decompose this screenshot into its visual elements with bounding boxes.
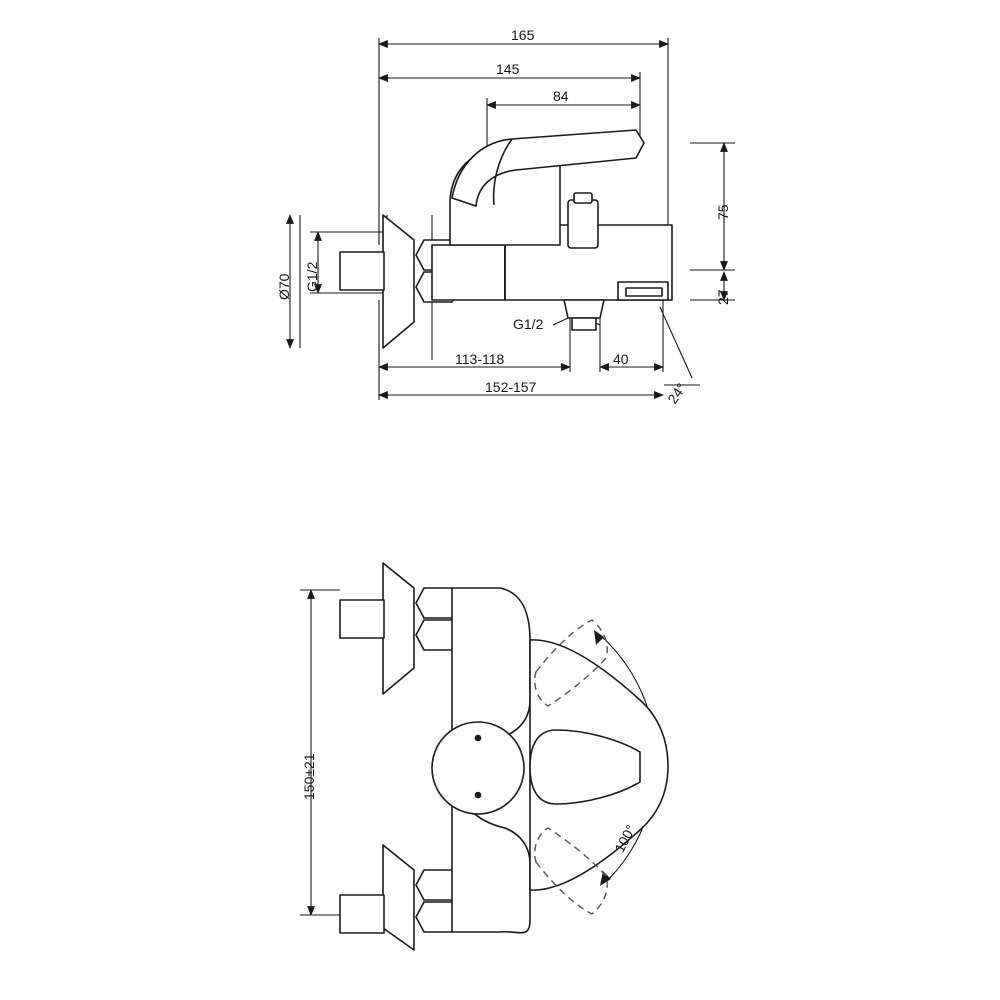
dim-inlet-centres: 150±21 (301, 753, 317, 800)
dim-body-height: 75 (715, 204, 731, 220)
plan-view-geometry (340, 563, 668, 950)
dim-flange-diameter: Ø70 (276, 273, 292, 300)
dim-base-total: 152-157 (485, 379, 537, 395)
dim-spout-segment: 40 (613, 351, 629, 367)
dim-wall-to-body: 113-118 (455, 351, 505, 367)
dim-lever-sweep: 100° (611, 821, 639, 856)
side-elevation-geometry (340, 130, 672, 348)
dim-lever-reach: 84 (553, 88, 569, 104)
dim-outlet-thread: G1/2 (513, 316, 544, 332)
dim-spout-angle: 24° (664, 380, 690, 407)
dim-overall-length: 165 (511, 27, 535, 43)
dim-spout-length: 145 (496, 61, 520, 77)
dim-inlet-thread: G1/2 (304, 261, 320, 292)
dim-outlet-height: 27 (715, 289, 731, 305)
